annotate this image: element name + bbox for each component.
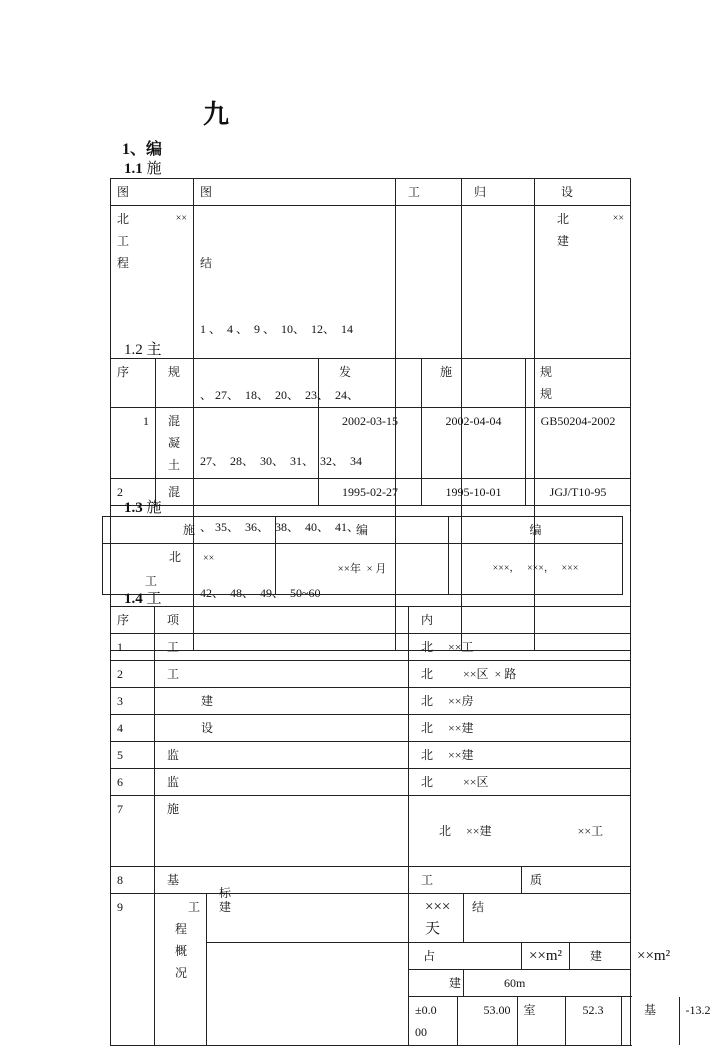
section-1-heading xyxy=(122,136,162,159)
section-1-4-label: 工 xyxy=(146,591,162,607)
table-cell: 建 xyxy=(570,943,631,970)
header-cell: 内 xyxy=(409,607,631,634)
table-cell: 52.3 xyxy=(565,997,621,1045)
section-1-2-label: 主 xyxy=(146,342,162,358)
table-cell: 1 xyxy=(111,634,155,661)
section-1-1-label: 施 xyxy=(146,161,162,177)
table-cell: 3 xyxy=(111,688,155,715)
empty-cell xyxy=(207,943,409,1046)
table-cell: 北 ××房 xyxy=(409,688,631,715)
overview-label-cell xyxy=(155,894,207,1046)
cell-text: 、 27、 18、 20、 23、 24、 xyxy=(200,388,360,402)
table-cell: 建 xyxy=(155,688,409,715)
cell-text: ±0.0 xyxy=(415,1003,437,1017)
cell-text: 工 xyxy=(145,574,158,588)
table-cell: 混 xyxy=(156,479,319,506)
table-cell: 2 xyxy=(111,661,155,688)
header-cell: 施 xyxy=(422,359,526,408)
table-cell: 质 xyxy=(522,867,631,894)
header-cell: 图 xyxy=(194,179,396,206)
table-cell: 1 xyxy=(111,408,156,479)
cell-text: 建 xyxy=(557,234,570,248)
cell-text: 27、 28、 30、 31、 32、 34 xyxy=(200,454,363,468)
table-cell xyxy=(409,796,631,867)
header-cell: 图 xyxy=(111,179,194,206)
header-cell: 发 xyxy=(319,359,422,408)
cell-text: 北 xyxy=(117,212,130,226)
header-cell: 工 xyxy=(396,179,462,206)
page-title: 九 xyxy=(203,100,230,129)
table-cell: 9 xyxy=(111,894,155,1046)
cell-text: 工 xyxy=(187,900,200,914)
table-cell: 1995-10-01 xyxy=(422,479,526,506)
cell-text: 混 xyxy=(168,414,181,428)
elevation-row xyxy=(409,997,711,1046)
header-cell: 规 xyxy=(156,359,319,408)
table-cell: ××年 × 月 xyxy=(276,544,449,595)
header-cell: 序 xyxy=(111,607,155,634)
header-cell: 编 xyxy=(449,517,623,544)
cell-text: 概 xyxy=(175,944,188,958)
table-cell: 北 ××区 × 路 xyxy=(409,661,631,688)
table-cell: 工 xyxy=(155,634,409,661)
elevation-subtable: ±0.0 00 53.00 室 52.3 基 -13.2 xyxy=(409,997,679,1045)
cell-text: 工 xyxy=(117,234,130,248)
table-cell: 建 xyxy=(409,970,464,997)
table-cell xyxy=(409,997,457,1045)
section-1-4-number: 1.4 xyxy=(124,591,143,607)
cell-text: 北 ××建 xyxy=(439,824,492,838)
table-cell: 结 xyxy=(464,894,631,943)
section-1-2-number: 1.2 xyxy=(124,342,143,358)
table-cell: 北 ××建 xyxy=(409,715,631,742)
table-cell: 工 xyxy=(409,867,522,894)
cell-text: 规 xyxy=(540,387,553,401)
section-1-3-label: 施 xyxy=(146,500,162,516)
cell-text: 北 xyxy=(169,550,182,564)
table-cell: 监 xyxy=(155,742,409,769)
cell-text: 北 xyxy=(557,212,570,226)
table-cell: 2002-03-15 xyxy=(319,408,422,479)
table-cell: 4 xyxy=(111,715,155,742)
section-1-1-number: 1.1 xyxy=(124,161,143,177)
table-cell: 设 xyxy=(155,715,409,742)
cell-text: 凝 xyxy=(168,436,181,450)
cell-text: 00 xyxy=(415,1025,428,1039)
table-cell: ×××天 xyxy=(409,894,464,943)
header-cell: 归 xyxy=(462,179,535,206)
table-cell: 2002-04-04 xyxy=(422,408,526,479)
cell-text: 1 、 4 、 9 、 10、 12、 14 xyxy=(200,322,354,336)
table-cell: ××m² xyxy=(522,943,570,970)
table-cell: 工 xyxy=(155,661,409,688)
elevation-label: 标 xyxy=(219,886,232,900)
cell-text: 况 xyxy=(175,966,188,980)
standards-table xyxy=(110,358,631,506)
table-cell: 占 xyxy=(409,943,522,970)
section-1-3-number: 1.3 xyxy=(124,500,143,516)
table-cell: 5 xyxy=(111,742,155,769)
table-cell: GB50204-2002 xyxy=(526,408,631,479)
table-cell: 建 xyxy=(207,894,409,943)
table-cell: 施 xyxy=(155,796,409,867)
cell-text: ××工 xyxy=(577,824,604,838)
table-cell: 2 xyxy=(111,479,156,506)
table-cell: 室 xyxy=(517,997,565,1045)
table-cell: 监 xyxy=(155,769,409,796)
cell-text: 、 35、 36、 38、 40、 41、 xyxy=(200,520,360,534)
cell-text: ×× xyxy=(175,213,187,224)
cell-text: ×× xyxy=(612,213,624,224)
cell-text: 规 xyxy=(540,365,553,379)
cell-text: 42、 48、 49、 50~60 xyxy=(200,586,321,600)
table-cell: 8 xyxy=(111,867,155,894)
table-cell: 北 ××建 xyxy=(409,742,631,769)
table-cell: 7 xyxy=(111,796,155,867)
table-cell: 北 ××区 xyxy=(409,769,631,796)
header-cell: 编 xyxy=(276,517,449,544)
section-1-1-heading xyxy=(124,157,162,178)
section-1-2-heading xyxy=(124,338,162,359)
section-1-number: 1、 xyxy=(122,141,147,158)
cell-text: ×× xyxy=(203,553,215,564)
header-cell: 设 xyxy=(535,179,631,206)
header-cell: 施 xyxy=(103,517,276,544)
table-cell: 北 ××工 xyxy=(409,634,631,661)
table-cell: 53.00 xyxy=(457,997,517,1045)
section-1-3-heading xyxy=(124,496,162,517)
plan-table xyxy=(102,516,623,595)
header-cell: 项 xyxy=(155,607,409,634)
section-1-4-heading xyxy=(124,587,162,608)
cell-text: 土 xyxy=(168,458,181,472)
header-cell xyxy=(526,359,631,408)
table-cell: JGJ/T10-95 xyxy=(526,479,631,506)
cell-text: 程 xyxy=(175,922,188,936)
table-cell: 基 xyxy=(621,997,679,1045)
table-cell: 60m xyxy=(464,970,631,997)
table-cell: 1995-02-27 xyxy=(319,479,422,506)
cell-text: 程 xyxy=(117,256,130,270)
section-1-label: 编 xyxy=(146,141,163,158)
table-cell: 6 xyxy=(111,769,155,796)
cell-text: 结 xyxy=(200,256,213,270)
table-cell: ×××， ×××， ××× xyxy=(449,544,623,595)
table-cell: 基 xyxy=(155,867,409,894)
header-cell: 序 xyxy=(111,359,156,408)
table-cell xyxy=(156,408,319,479)
project-info-table: 序 项 内 1 工 北 ××工 2 工 北 ××区 × 路 3 建 北 ××房 4 设 北 ××建 5 监 北 ××建 6 监 北 ××区 7 施 北 ××建 ××工 8 基 工 质 9 工 程 概 况 建 ×××天 结 占 ××m² 建 ××m² 建 60m ±0.0 00 53.00 室 52.3 基 -13.2 xyxy=(110,606,631,1046)
